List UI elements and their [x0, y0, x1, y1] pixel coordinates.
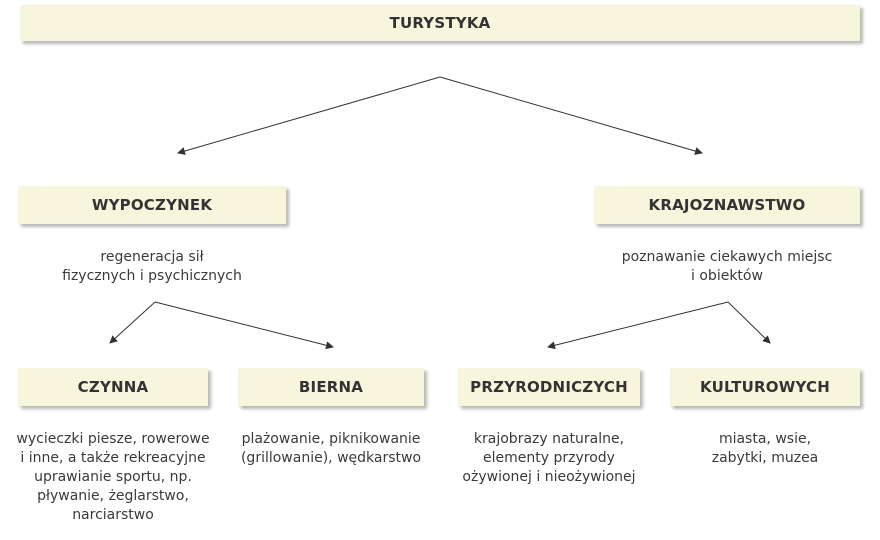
arrow-wypoczynek-to-czynna [110, 302, 155, 343]
przyrodniczych-description: krajobrazy naturalne, elementy przyrody ożywionej i nieożywionej [462, 431, 636, 485]
arrow-krajoznawstwo-to-kulturowych [728, 302, 770, 343]
wypoczynek-description: regeneracja sił fizycznych i psychicznych [62, 249, 242, 284]
krajoznawstwo-box [594, 186, 860, 224]
root-box [20, 5, 860, 41]
bierna-description: plażowanie, piknikowanie (grillowanie), wędkarstwo [240, 431, 422, 466]
arrow-krajoznawstwo-to-przyrodniczych [548, 302, 728, 347]
czynna-box [18, 368, 208, 406]
kulturowych-box [670, 368, 860, 406]
wypoczynek-label: WYPOCZYNEK [91, 196, 213, 214]
bierna-label: BIERNA [298, 378, 364, 396]
arrow-root-to-wypoczynek [178, 77, 440, 153]
wypoczynek-box [18, 186, 286, 224]
arrow-wypoczynek-to-bierna [155, 302, 333, 347]
arrow-root-to-krajoznawstwo [440, 77, 702, 153]
kulturowych-label: KULTUROWYCH [700, 378, 830, 396]
kulturowych-description: miasta, wsie, zabytki, muzea [711, 431, 819, 466]
krajoznawstwo-description: poznawanie ciekawych miejsc i obiektów [621, 249, 833, 284]
bierna-box [238, 368, 424, 406]
przyrodniczych-label: PRZYRODNICZYCH [470, 378, 628, 396]
root-label: TURYSTYKA [389, 14, 491, 32]
czynna-description: wycieczki piesze, rowerowe i inne, a także rekreacyjne uprawianie sportu, np. pływanie, żeglarstwo, narciarstwo [16, 431, 210, 523]
czynna-label: CZYNNA [77, 378, 149, 396]
krajoznawstwo-label: KRAJOZNAWSTWO [648, 196, 806, 214]
przyrodniczych-box [458, 368, 640, 406]
